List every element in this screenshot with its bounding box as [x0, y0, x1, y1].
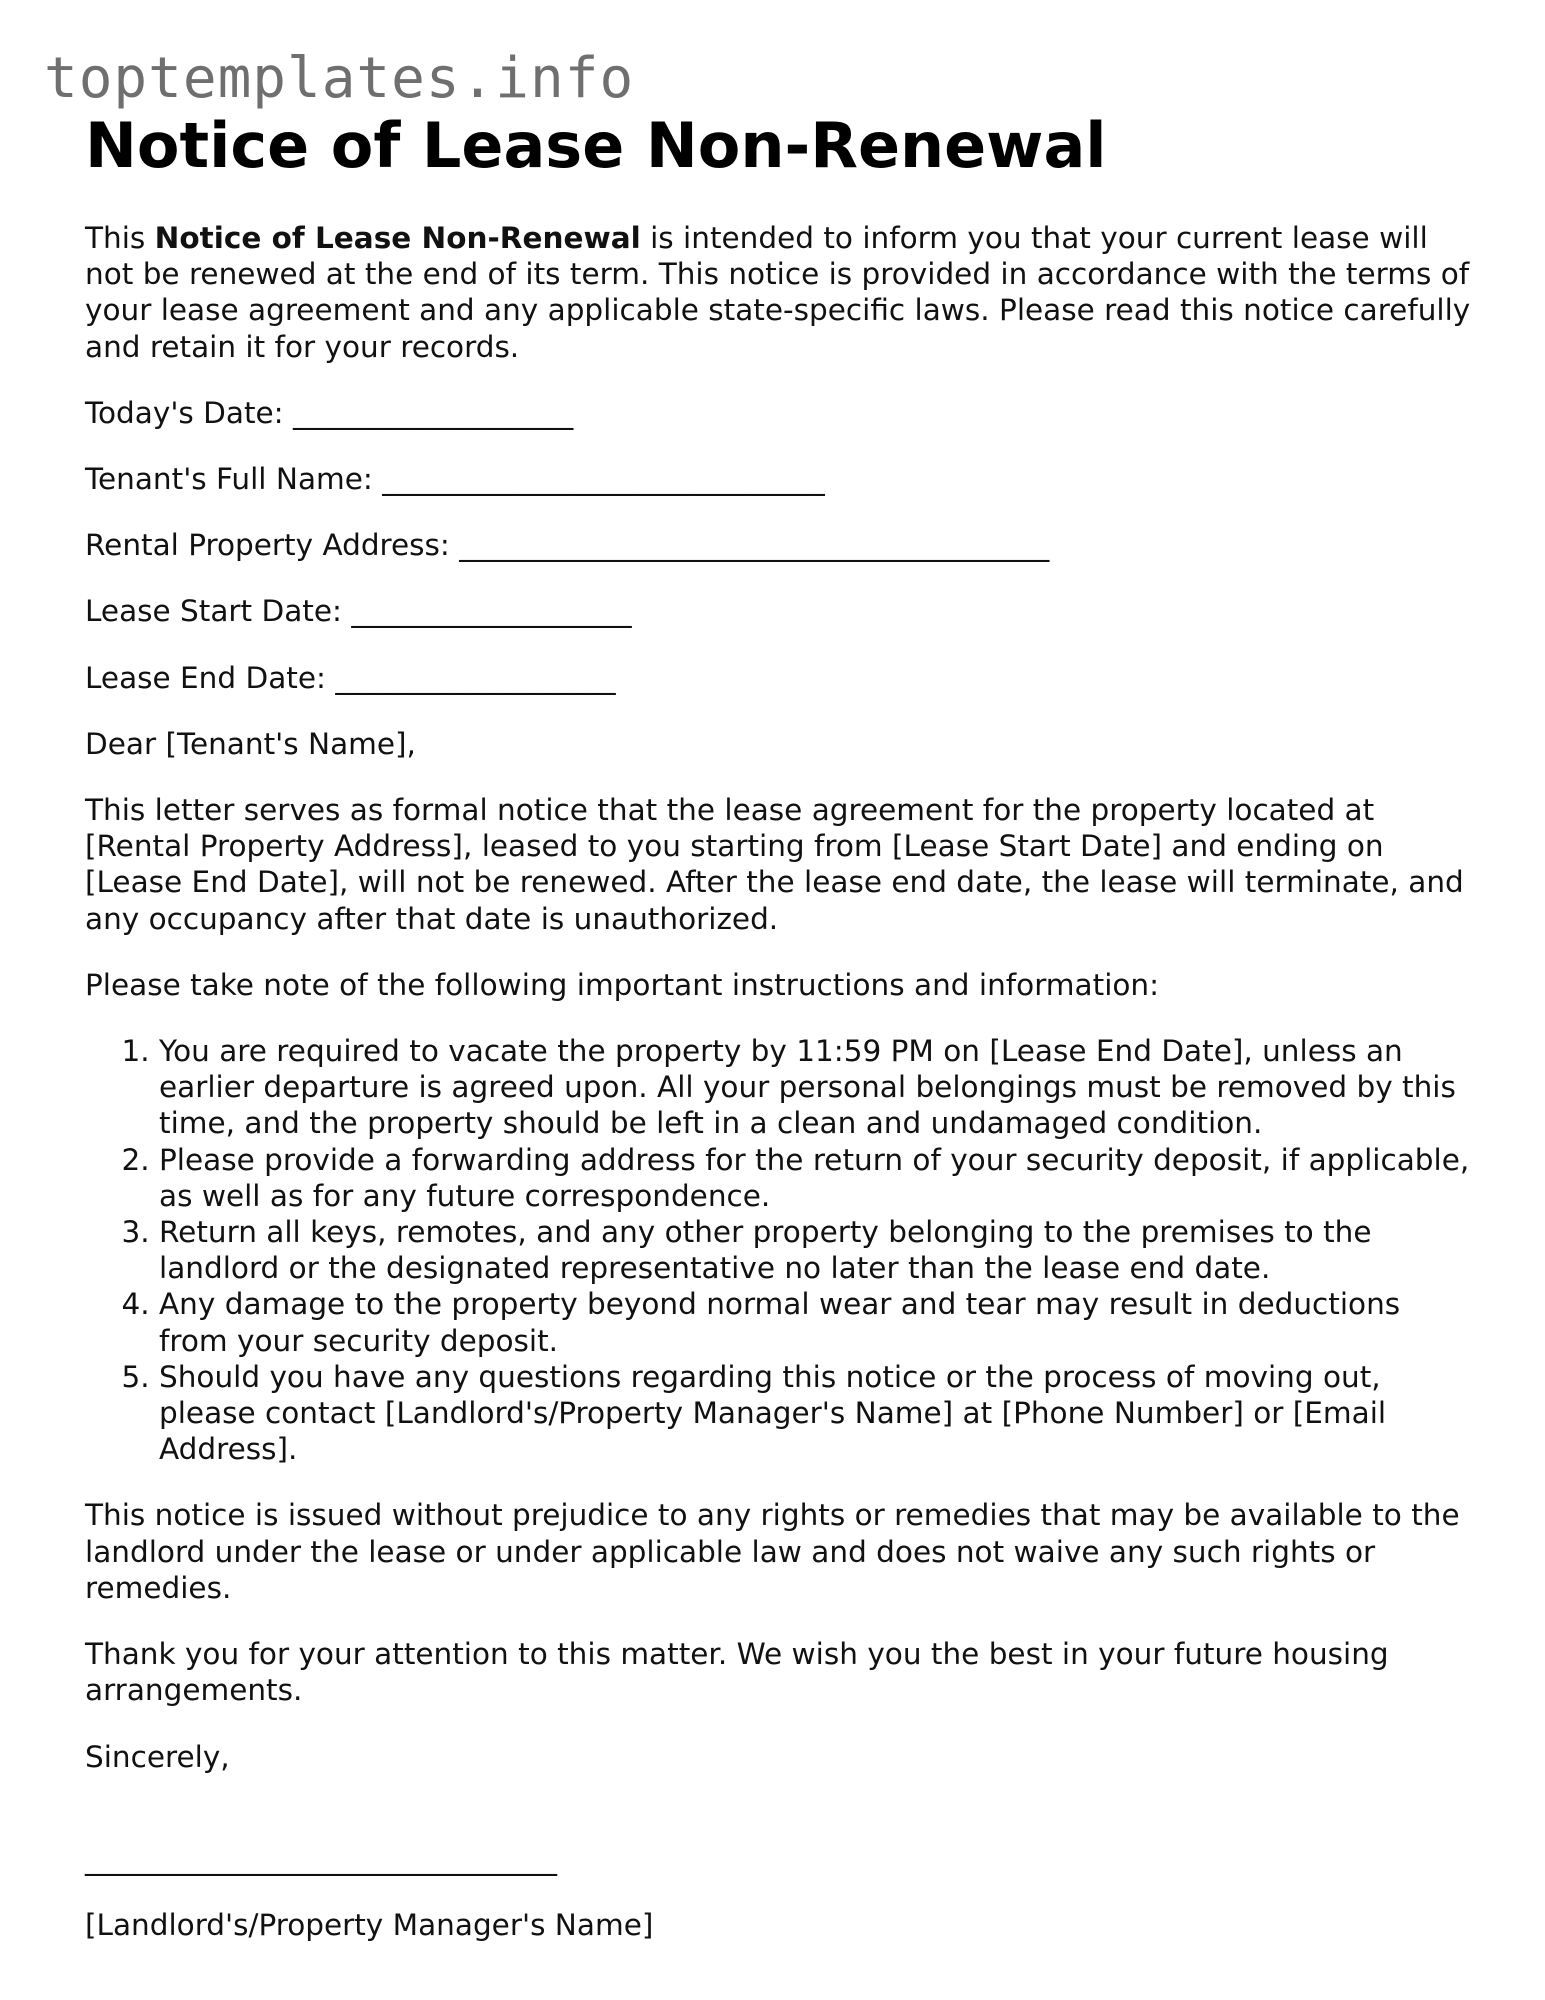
- field-blank: ___________________: [351, 594, 632, 629]
- list-item: 5. Should you have any questions regarding this notice or the process of moving out, please contact [Landlord's/Property Manager's Name] at [Phone Number] or [Email Address].: [159, 1359, 1475, 1468]
- document-title: Notice of Lease Non-Renewal: [85, 109, 1107, 182]
- field-lease-end-date: [85, 660, 1475, 696]
- field-blank: ___________________: [335, 660, 616, 695]
- signature-line: ________________________________: [85, 1841, 557, 1876]
- body-paragraph-rights: This notice is issued without prejudice to any rights or remedies that may be available to the landlord under the lease or under applicable law and does not waive any such rights or remedies.: [85, 1498, 1460, 1605]
- document: [85, 108, 1475, 1943]
- list-item: 4. Any damage to the property beyond normal wear and tear may result in deductions from your security deposit.: [159, 1286, 1475, 1358]
- intro-prefix: This: [85, 221, 155, 255]
- field-label: Lease End Date:: [85, 660, 336, 695]
- field-label: Today's Date:: [85, 395, 293, 430]
- list-item: 1. You are required to vacate the property by 11:59 PM on [Lease End Date], unless an earlier departure is agreed upon. All your personal belongings must be removed by this time, and the property should be left in a clean and undamaged condition.: [159, 1033, 1475, 1142]
- closing: Sincerely,: [85, 1739, 230, 1774]
- salutation: Dear [Tenant's Name],: [85, 726, 416, 761]
- field-blank: ________________________________________: [459, 528, 1050, 563]
- body-paragraph-thanks: Thank you for your attention to this matter. We wish you the best in your future housing arrangements.: [85, 1637, 1389, 1708]
- signer-name: [Landlord's/Property Manager's Name]: [85, 1907, 654, 1942]
- field-label: Rental Property Address:: [85, 528, 460, 563]
- intro-suffix: is intended to inform you that your current lease will not be renewed at the end of its term. This notice is provided in accordance with the terms of your lease agreement and any applicable state-specific laws. Please read this notice carefully and retain it for your records.: [85, 221, 1471, 364]
- instructions-intro: Please take note of the following important instructions and information:: [85, 967, 1160, 1002]
- list-item: 3. Return all keys, remotes, and any other property belonging to the premises to the landlord or the designated representative no later than the lease end date.: [159, 1214, 1475, 1286]
- field-label: Tenant's Full Name:: [85, 462, 383, 497]
- list-item: 2. Please provide a forwarding address for the return of your security deposit, if applicable, as well as for any future correspondence.: [159, 1142, 1475, 1214]
- field-blank: ___________________: [293, 395, 574, 430]
- field-lease-start-date: [85, 593, 1475, 629]
- field-label: Lease Start Date:: [85, 594, 352, 629]
- field-tenant-full-name: [85, 461, 1475, 497]
- intro-paragraph: [85, 220, 1475, 365]
- instructions-list: [85, 1033, 1475, 1467]
- watermark: toptemplates.info: [44, 46, 635, 111]
- field-blank: ______________________________: [382, 462, 825, 497]
- field-rental-property-address: [85, 527, 1475, 563]
- field-todays-date: [85, 395, 1475, 431]
- body-paragraph-notice: This letter serves as formal notice that the lease agreement for the property located at [Rental Property Address], leased to you starting from [Lease Start Date] and ending on [Lease End Date], will not be renewed. After the lease end date, the lease will terminate, and any occupancy after that date is unauthorized.: [85, 793, 1464, 936]
- intro-bold-title: Notice of Lease Non-Renewal: [154, 221, 641, 255]
